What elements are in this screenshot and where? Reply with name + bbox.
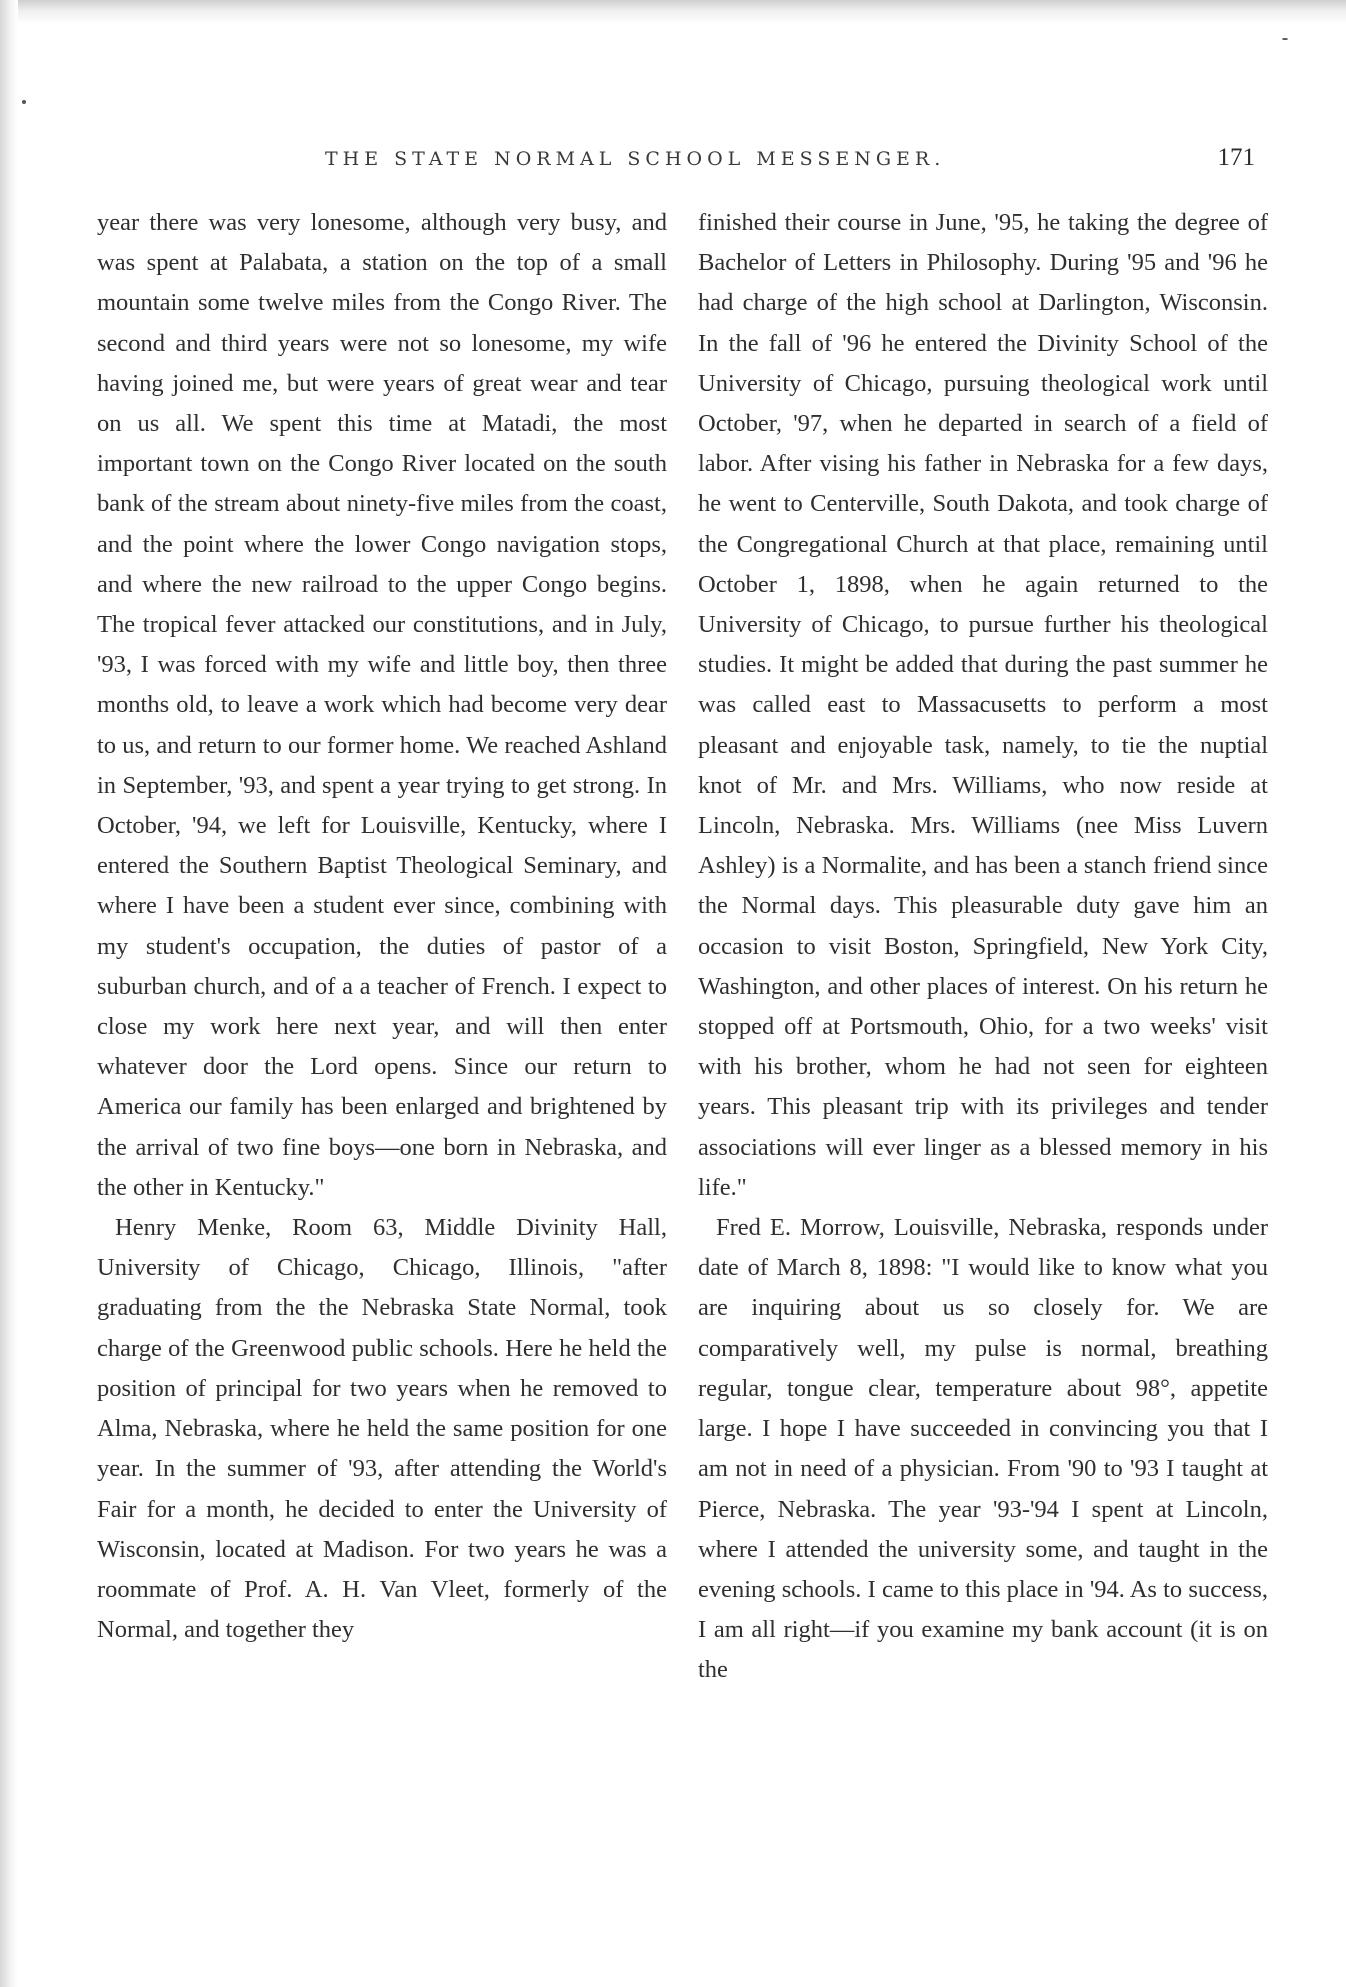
paragraph: finished their course in June, '95, he taking the degree of Bachelor of Letters in Philosophy. During '95 and '96 he had charge of the high school at Darlington, Wisconsin. In the fall of '96 he entered the Divinity School of the University of Chicago, pursuing theological work until October, '97, when he departed in search of a field of labor. After vising his father in Nebraska for a few days, he went to Centerville, South Dakota, and took charge of the Congregational Church at that place, remaining until October 1, 1898, when he again returned to the University of Chicago, to pursue further his theological studies. It might be added that during the past summer he was called east to Massacusetts to perform a most pleasant and enjoyable task, namely, to tie the nuptial knot of Mr. and Mrs. Williams, who now reside at Lincoln, Nebraska. Mrs. Williams (nee Miss Luvern Ashley) is a Normalite, and has been a stanch friend since the Normal days. This pleasurable duty gave him an occasion to visit Boston, Springfield, New York City, Washington, and other places of interest. On his return he stopped off at Portsmouth, Ohio, for a two weeks' visit with his brother, whom he had not seen for eighteen years. This pleasant trip with its privileges and tender associations will ever linger as a blessed memory in his life."	[698, 209, 1268, 1201]
page-number: 171	[1217, 144, 1255, 171]
paragraph: Henry Menke, Room 63, Middle Divinity Hall, University of Chicago, Chicago, Illinois, "after graduating from the the Nebraska State Normal, took charge of the Greenwood public schools. Here he held the position of principal for two years when he removed to Alma, Nebraska, where he held the same position for one year. In the summer of '93, after attending the World's Fair for a month, he decided to enter the University of Wisconsin, located at Madison. For two years he was a roommate of Prof. A. H. Van Vleet, formerly of the Normal, and together they	[97, 1214, 667, 1644]
scan-shadow-top	[0, 0, 1346, 24]
paragraph: Fred E. Morrow, Louisville, Nebraska, responds under date of March 8, 1898: "I would like to know what you are inquiring about us so closely for. We are comparatively well, my pulse is normal, breathing regular, tongue clear, temperature about 98°, appetite large. I hope I have succeeded in convincing you that I am not in need of a physician. From '90 to '93 I taught at Pierce, Nebraska. The year '93-'94 I spent at Lincoln, where I attended the university some, and taught in the evening schools. I came to this place in '94. As to success, I am all right—if you examine my bank account (it is on the	[698, 1214, 1268, 1684]
scan-shadow-left	[0, 0, 18, 1987]
paragraph: year there was very lonesome, although very busy, and was spent at Palabata, a station on the top of a small mountain some twelve miles from the Congo River. The second and third years were not so lonesome, my wife having joined me, but were years of great wear and tear on us all. We spent this time at Matadi, the most important town on the Congo River located on the south bank of the stream about ninety-five miles from the coast, and the point where the lower Congo navigation stops, and where the new railroad to the upper Congo begins. The tropical fever attacked our constitutions, and in July, '93, I was forced with my wife and little boy, then three months old, to leave a work which had become very dear to us, and return to our former home. We reached Ashland in September, '93, and spent a year trying to get strong. In October, '94, we left for Louisville, Kentucky, where I entered the Southern Baptist Theological Seminary, and where I have been a student ever since, combining with my student's occupation, the duties of pastor of a suburban church, and of a a teacher of French. I expect to close my work here next year, and will then enter whatever door the Lord opens. Since our return to America our family has been enlarged and brightened by the arrival of two fine boys—one born in Nebraska, and the other in Kentucky."	[97, 209, 667, 1201]
running-title: THE STATE NORMAL SCHOOL MESSENGER.	[325, 148, 946, 170]
scan-speck	[22, 100, 26, 104]
right-column	[698, 203, 1268, 1963]
left-column	[97, 203, 667, 1963]
page-header	[95, 140, 1255, 180]
scan-speck	[1282, 38, 1288, 40]
